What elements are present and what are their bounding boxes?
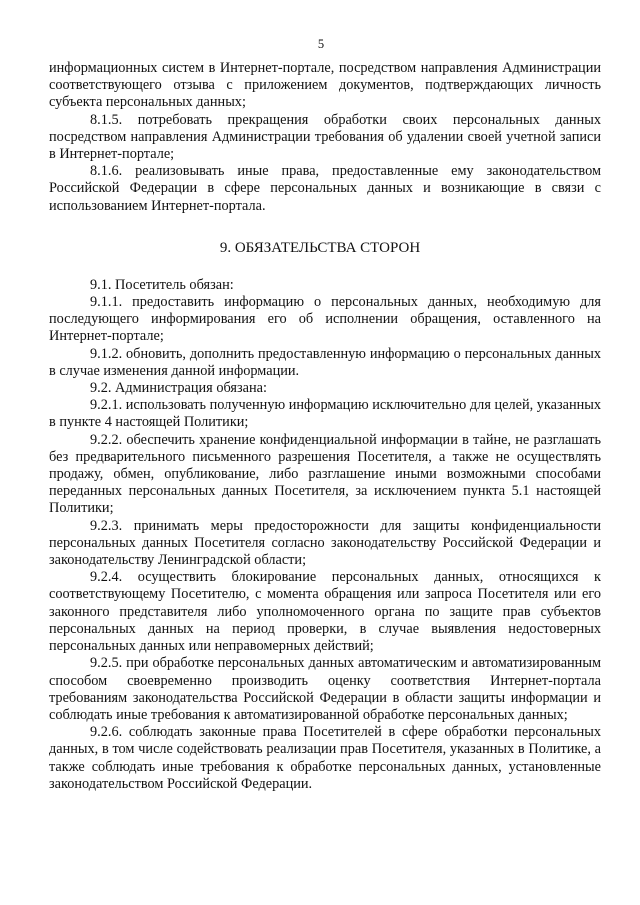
section-paragraph: 9.2.6. соблюдать законные права Посетителей в сфере обработки персональных данных, в том числе содействовать реализации прав Посетителя, указанных в Политике, а также соблюдать иные требования к обработке персональных данных, установленные законодательством Российской Федерации. <box>49 724 601 792</box>
paragraph: информационных систем в Интернет-портале, посредством направления Администрации соответствующего отзыва с приложением документов, подтверждающих личность субъекта персональных данных; <box>49 60 601 111</box>
section-paragraph: 9.1.2. обновить, дополнить предоставленную информацию о персональных данных в случае изменения данной информации. <box>49 345 601 379</box>
section-paragraph: 9.2.2. обеспечить хранение конфиденциальной информации в тайне, не разглашать без предварительного письменного разрешения Посетителя, а также не осуществлять продажу, обмен, опубликование, либо разглашение иными возможными способами переданных персональных данных Посетителя, за исключением пункта 5.1 настоящей Политики; <box>49 431 601 517</box>
section-paragraph: 9.2.4. осуществить блокирование персональных данных, относящихся к соответствующему Посетителю, с момента обращения или запроса Посетителя или его законного представителя либо уполномоченного органа по защите прав субъектов персональных данных на период проверки, в случае выявления недостоверных персональных данных или неправомерных действий; <box>49 569 601 655</box>
paragraph: 8.1.5. потребовать прекращения обработки своих персональных данных посредством направления Администрации требования об удалении своей учетной записи в Интернет-портале; <box>49 111 601 163</box>
top-paragraphs <box>49 60 601 215</box>
section-paragraph: 9.2.1. использовать полученную информацию исключительно для целей, указанных в пункте 4 настоящей Политики; <box>49 397 602 431</box>
section-paragraph: 9.1. Посетитель обязан: <box>90 276 234 293</box>
section-paragraphs <box>49 277 601 793</box>
section-paragraph: 9.2. Администрация обязана: <box>90 380 267 397</box>
page-number: 5 <box>317 37 325 51</box>
section-paragraph: 9.2.3. принимать меры предосторожности для защиты конфиденциальности персональных данных Посетителя согласно законодательству Российской Федерации и законодательству Ленинградской области; <box>49 517 601 569</box>
section-title: 9. ОБЯЗАТЕЛЬСТВА СТОРОН <box>219 239 421 256</box>
section-paragraph: 9.2.5. при обработке персональных данных автоматическим и автоматизированным способом своевременно производить оценку соответствия Интернет-портала требованиям законодательства Российской Федерации в области защиты информации и соблюдать иные требования к автоматизированной обработке персональных данных; <box>49 655 601 723</box>
paragraph: 8.1.6. реализовывать иные права, предоставленные ему законодательством Российской Федерации в сфере персональных данных и возникающие в связи с использованием Интернет-портала. <box>49 163 601 214</box>
section-paragraph: 9.1.1. предоставить информацию о персональных данных, необходимую для последующего информирования его об исполнении обращения, оставленного на Интернет-портале; <box>49 294 601 345</box>
